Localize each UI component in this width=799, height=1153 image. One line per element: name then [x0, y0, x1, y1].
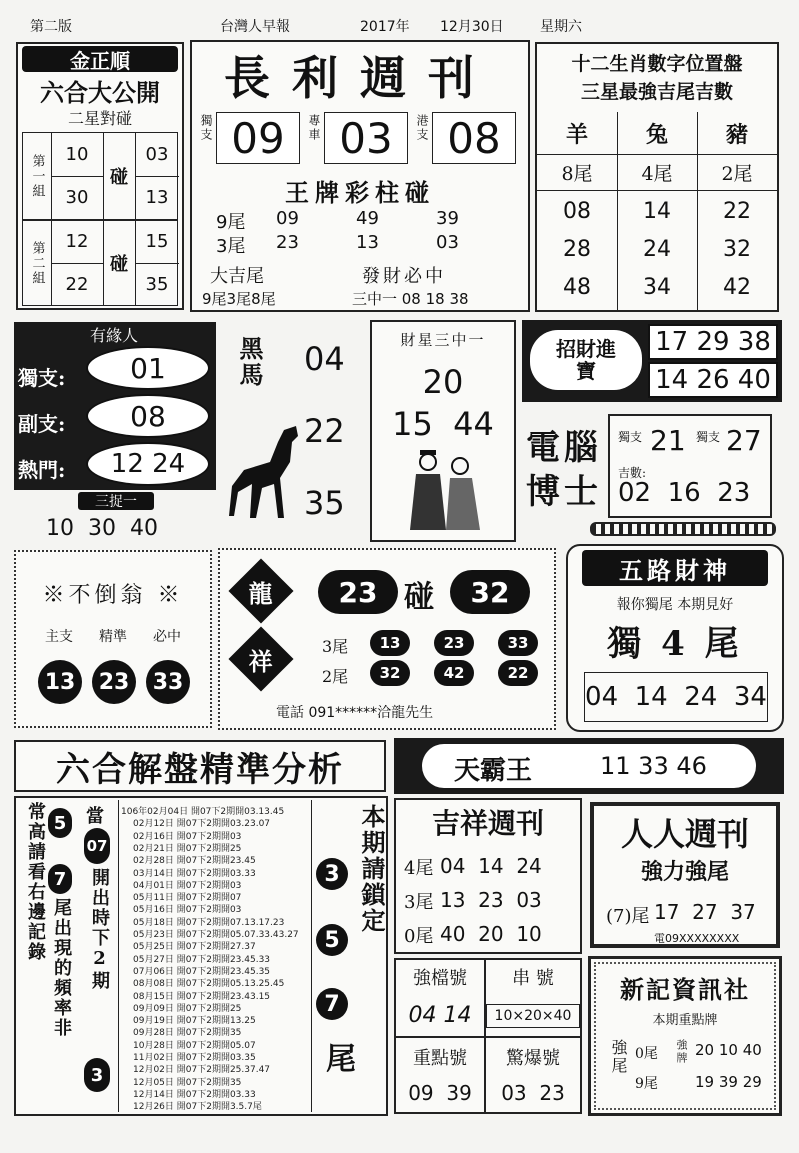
animal-rabbit: 兔 [645, 121, 668, 148]
horse-icon [226, 422, 306, 522]
renren-nums: 17 27 37 [654, 900, 756, 924]
daji-label: 大吉尾 [210, 266, 264, 287]
jiepan-right-col: 本期請鎖定 [357, 804, 386, 934]
lx-oval-a: 23 [318, 570, 398, 614]
record-line: 04月01日 開07下2期開03 [133, 880, 242, 891]
record-line: 05月16日 開07下2期開03 [133, 905, 242, 916]
header-bar [30, 14, 770, 38]
tbw-title: 天霸王 [454, 756, 533, 786]
budaoweng-panel [14, 550, 212, 728]
z-r2c1: 28 [563, 236, 591, 262]
z-r1c1: 08 [563, 198, 591, 224]
jiepan-title: 六合解盤精準分析 [14, 740, 386, 792]
bdw-ball-2: 23 [92, 660, 136, 704]
z-r2c3: 32 [723, 236, 751, 262]
bdw-label-2: 精準 [99, 629, 127, 645]
qd-h3: 重點號 [413, 1048, 467, 1069]
qd-h4: 驚爆號 [506, 1048, 560, 1069]
youyuan-title: 有緣人 [89, 325, 138, 345]
dz2-value: 27 [726, 424, 762, 457]
g2-pong: 碰 [110, 254, 128, 275]
record-line: 02月12日 開07下2期開03.23.07 [133, 819, 271, 830]
sanzhuo-badge: 三捉一 [78, 492, 154, 510]
record-line: 08月08日 開07下2期開05.13.25.45 [133, 979, 285, 990]
g1-b2: 13 [145, 187, 169, 208]
row1-n2: 49 [356, 208, 379, 229]
long-char: 龍 [228, 558, 293, 623]
g1-pong: 碰 [110, 167, 128, 188]
computer-monitor [608, 414, 772, 518]
jx-nums-1: 04 14 24 [440, 854, 542, 878]
ball-07: 07 [84, 828, 110, 864]
qd-h2: 串 號 [512, 968, 554, 989]
heima-panel [222, 322, 366, 532]
record-line: 11月02日 開07下2期開03.35 [133, 1053, 256, 1063]
pick1-label: 獨支 [199, 114, 213, 142]
computer-title2: 博士 [526, 472, 602, 512]
wulu-main: 獨 4 尾 [607, 623, 743, 664]
zodiac-panel [535, 42, 779, 312]
row2-tail: 3尾 [216, 236, 246, 257]
dz1-label: 獨支 [618, 430, 643, 444]
jiepan-col1: 常高請看右邊記錄 [25, 802, 46, 962]
record-line: 05月23日 開07下2期開05.07.33.43.27 [133, 930, 299, 940]
qd-v4: 03 23 [501, 1081, 565, 1105]
computer-title1: 電腦 [526, 428, 602, 468]
record-line: 106年02月04日 開07下2期開03.13.45 [121, 807, 285, 817]
bdw-ball-3: 33 [146, 660, 190, 704]
heima-n1: 04 [304, 340, 345, 378]
z-r1c2: 14 [643, 198, 671, 224]
right-ball-5: 5 [316, 924, 348, 956]
record-line: 02月21日 開07下2期開25 [133, 843, 242, 854]
keyboard-strip [590, 522, 776, 536]
wulu-sub: 報你獨尾 本期見好 [616, 597, 734, 613]
record-line: 07月06日 開07下2期開23.45.35 [133, 966, 271, 977]
record-line: 03月14日 開07下2期開03.33 [133, 868, 256, 879]
record-line: 12月14日 開07下2期開03.33 [133, 1089, 256, 1100]
changli-row1 [216, 208, 516, 233]
caixing-panel [370, 320, 516, 542]
lx-pong: 碰 [404, 580, 434, 615]
xinji-r1-tail: 0尾 [635, 1046, 658, 1062]
longxiang-panel [218, 548, 556, 730]
record-line: 05月11日 開07下2期開07 [133, 893, 242, 904]
ball-5: 5 [48, 808, 72, 838]
caixing-n2: 15 44 [392, 405, 494, 443]
pick1-value: 09 [216, 112, 300, 164]
daji-value: 9尾3尾8尾 [202, 290, 276, 308]
row2-n2: 13 [356, 232, 379, 253]
g2-b2: 35 [145, 274, 169, 295]
yy-label-1: 獨支: [18, 366, 66, 390]
jx-tail-2: 3尾 [404, 892, 434, 913]
yy-oval-1: 01 [86, 346, 210, 390]
yy-label-3: 熱門: [18, 458, 66, 482]
jinzhengshun-subtitle: 二星對碰 [67, 108, 132, 128]
xiang-char: 祥 [228, 626, 293, 691]
sanzhuo-value: 10 30 40 [46, 516, 158, 541]
lx-r2-b2: 42 [434, 660, 474, 686]
z-r3c3: 42 [723, 274, 751, 300]
lx-tail-2: 2尾 [322, 667, 349, 686]
jishu-value: 02 16 23 [618, 478, 751, 508]
z-r3c2: 34 [643, 274, 671, 300]
row2-n1: 23 [276, 232, 299, 253]
renren-title: 人人週刊 [620, 815, 749, 853]
jx-nums-3: 40 20 10 [440, 922, 542, 946]
wulu-nums: 04 14 24 34 [584, 672, 768, 722]
z-r2c2: 24 [643, 236, 671, 262]
g2-b1: 15 [145, 231, 169, 252]
bdw-label-1: 主支 [45, 629, 73, 645]
paper-name: 台灣人早報 [220, 19, 290, 35]
row1-tail: 9尾 [216, 212, 246, 233]
xinji-panel [588, 956, 782, 1116]
jx-tail-1: 4尾 [404, 858, 434, 879]
tbw-nums: 11 33 46 [600, 752, 707, 780]
edition: 第二版 [30, 19, 72, 35]
qd-v3: 09 39 [408, 1081, 472, 1105]
g1-a1: 10 [65, 144, 89, 165]
zhaocai-panel [522, 320, 782, 402]
g1-b1: 03 [145, 144, 169, 165]
qd-v2: 10×20×40 [486, 1004, 580, 1028]
z-r1c3: 22 [723, 198, 751, 224]
budaoweng-title: ※不倒翁 ※ [42, 582, 184, 608]
heima-n3: 35 [304, 484, 345, 522]
qd-h1: 強檔號 [413, 968, 467, 989]
yy-label-2: 副支: [18, 412, 66, 436]
renren-tail: (7)尾 [606, 906, 650, 927]
zodiac-title2: 三星最強吉尾吉數 [580, 80, 733, 103]
year: 2017年 [360, 19, 410, 35]
heima-n2: 22 [304, 412, 345, 450]
record-line: 08月15日 開07下2期開23.43.15 [133, 991, 271, 1002]
bdw-ball-1: 13 [38, 660, 82, 704]
jixiang-title: 吉祥週刊 [431, 807, 544, 840]
renren-phone: 電09XXXXXXXX [654, 932, 740, 945]
zodiac-grid [537, 112, 777, 310]
caixing-n1: 20 [422, 363, 464, 401]
fortune-god-icon [402, 444, 486, 534]
weekday: 星期六 [540, 19, 582, 35]
zhaocai-row2: 14 26 40 [648, 362, 778, 398]
dang-char: 當 [86, 806, 104, 827]
qd-v1: 04 14 [408, 1002, 472, 1028]
record-line: 12月05日 開07下2期開35 [133, 1077, 242, 1088]
jinzhengshun-title: 六合大公開 [40, 77, 160, 107]
zodiac-title1: 十二生肖數字位置盤 [571, 52, 743, 75]
g1-a2: 30 [65, 187, 89, 208]
dz1-value: 21 [650, 424, 686, 457]
qiangdang-panel [394, 958, 582, 1114]
record-line: 05月27日 開07下2期開23.45.33 [133, 954, 271, 965]
changli-king: 王牌彩柱碰 [285, 177, 435, 207]
jx-nums-2: 13 23 03 [440, 888, 542, 912]
xinji-sub: 本期重點牌 [652, 1012, 718, 1028]
animal-pig: 豬 [725, 121, 748, 148]
heima-title: 黑馬 [235, 336, 264, 388]
lx-r1-b2: 23 [434, 630, 474, 656]
changli-title: 長利週刊 [224, 51, 496, 105]
record-line: 02月16日 開07下2期開03 [133, 831, 242, 842]
pick3-label: 港支 [415, 114, 429, 142]
yy-oval-3: 12 24 [86, 442, 210, 486]
record-line: 09月19日 開07下2期開13.25 [133, 1016, 256, 1027]
yy-oval-2: 08 [86, 394, 210, 438]
xinji-title: 新記資訊社 [620, 974, 750, 1004]
animal-goat: 羊 [565, 121, 588, 148]
g2-a1: 12 [65, 231, 89, 252]
right-ball-7: 7 [316, 988, 348, 1020]
record-line: 02月28日 開07下2期開23.45 [133, 856, 256, 867]
tail-1: 8尾 [561, 162, 593, 185]
zhaocai-row1: 17 29 38 [648, 324, 778, 360]
lx-oval-b: 32 [450, 570, 530, 614]
tail-2: 4尾 [641, 162, 673, 185]
facai-value: 三中一 08 18 38 [352, 290, 469, 308]
jiepan-right-end: 尾 [326, 1042, 356, 1077]
row1-n3: 39 [436, 208, 459, 229]
jinzhengshun-panel [16, 42, 184, 310]
wulu-title: 五路財神 [582, 550, 768, 586]
renren-panel [590, 802, 780, 948]
lx-r1-b3: 33 [498, 630, 538, 656]
jishu-label: 吉數: [618, 466, 647, 480]
records-box [118, 800, 312, 1112]
facai-label: 發財必中 [362, 266, 446, 287]
xinji-qp: 強牌 [675, 1039, 688, 1065]
bdw-label-3: 必中 [153, 629, 181, 645]
ball-3-left: 3 [84, 1058, 110, 1092]
record-line: 09月09日 開07下2期開25 [133, 1003, 242, 1014]
changli-row2 [216, 232, 516, 257]
date: 12月30日 [440, 19, 504, 35]
row2-n3: 03 [436, 232, 459, 253]
kaichu-text: 開出時下2期 [89, 868, 110, 991]
record-line: 12月02日 開07下2期開25.37.47 [133, 1065, 271, 1076]
jiepan-panel [14, 796, 388, 1116]
tail-3: 2尾 [721, 162, 753, 185]
renren-sub: 強力強尾 [640, 858, 729, 885]
record-line: 09月28日 開07下2期開35 [133, 1028, 242, 1039]
record-line: 12月26日 開07下2期開3.5.7尾 [133, 1102, 262, 1112]
record-line: 05月18日 開07下2期開07.13.17.23 [133, 917, 285, 928]
row1-n1: 09 [276, 208, 299, 229]
xinji-r2: 19 39 29 [695, 1073, 762, 1091]
right-ball-3: 3 [316, 858, 348, 890]
jixiang-panel [394, 798, 582, 954]
dz2-label: 獨支 [696, 430, 721, 444]
pick3-value: 08 [432, 112, 516, 164]
ball-7: 7 [48, 864, 72, 894]
group2-label: 第二組 [29, 241, 45, 286]
xinji-r1: 20 10 40 [695, 1041, 762, 1059]
changli-panel [190, 40, 530, 312]
lx-tail-1: 3尾 [322, 637, 349, 656]
g2-a2: 22 [65, 274, 89, 295]
xinji-qw: 強尾 [609, 1039, 628, 1075]
jinzhengshun-grid [22, 132, 178, 306]
caixing-title: 財星三中一 [400, 330, 486, 349]
pick2-value: 03 [324, 112, 408, 164]
lx-phone: 電話 091******洽龍先生 [276, 705, 434, 721]
record-line: 10月28日 開07下2期開05.07 [133, 1040, 256, 1051]
group1-label: 第一組 [29, 153, 45, 199]
lx-r2-b1: 32 [370, 660, 410, 686]
tianbawang-banner [394, 738, 784, 794]
jiepan-col2: 尾出現的頻率非 [51, 898, 72, 1038]
lx-r1-b1: 13 [370, 630, 410, 656]
youyuan-panel [14, 322, 216, 490]
jx-tail-3: 0尾 [404, 926, 434, 947]
xinji-r2-tail: 9尾 [635, 1076, 658, 1092]
wulu-panel [566, 544, 784, 732]
z-r3c1: 48 [563, 274, 591, 300]
jinzhengshun-logo: 金正順 [22, 46, 178, 72]
lx-r2-b3: 22 [498, 660, 538, 686]
pick2-label: 專車 [307, 114, 321, 142]
record-line: 05月25日 開07下2期開27.37 [133, 942, 256, 953]
zhaocai-logo: 招財進寶 [530, 330, 642, 390]
